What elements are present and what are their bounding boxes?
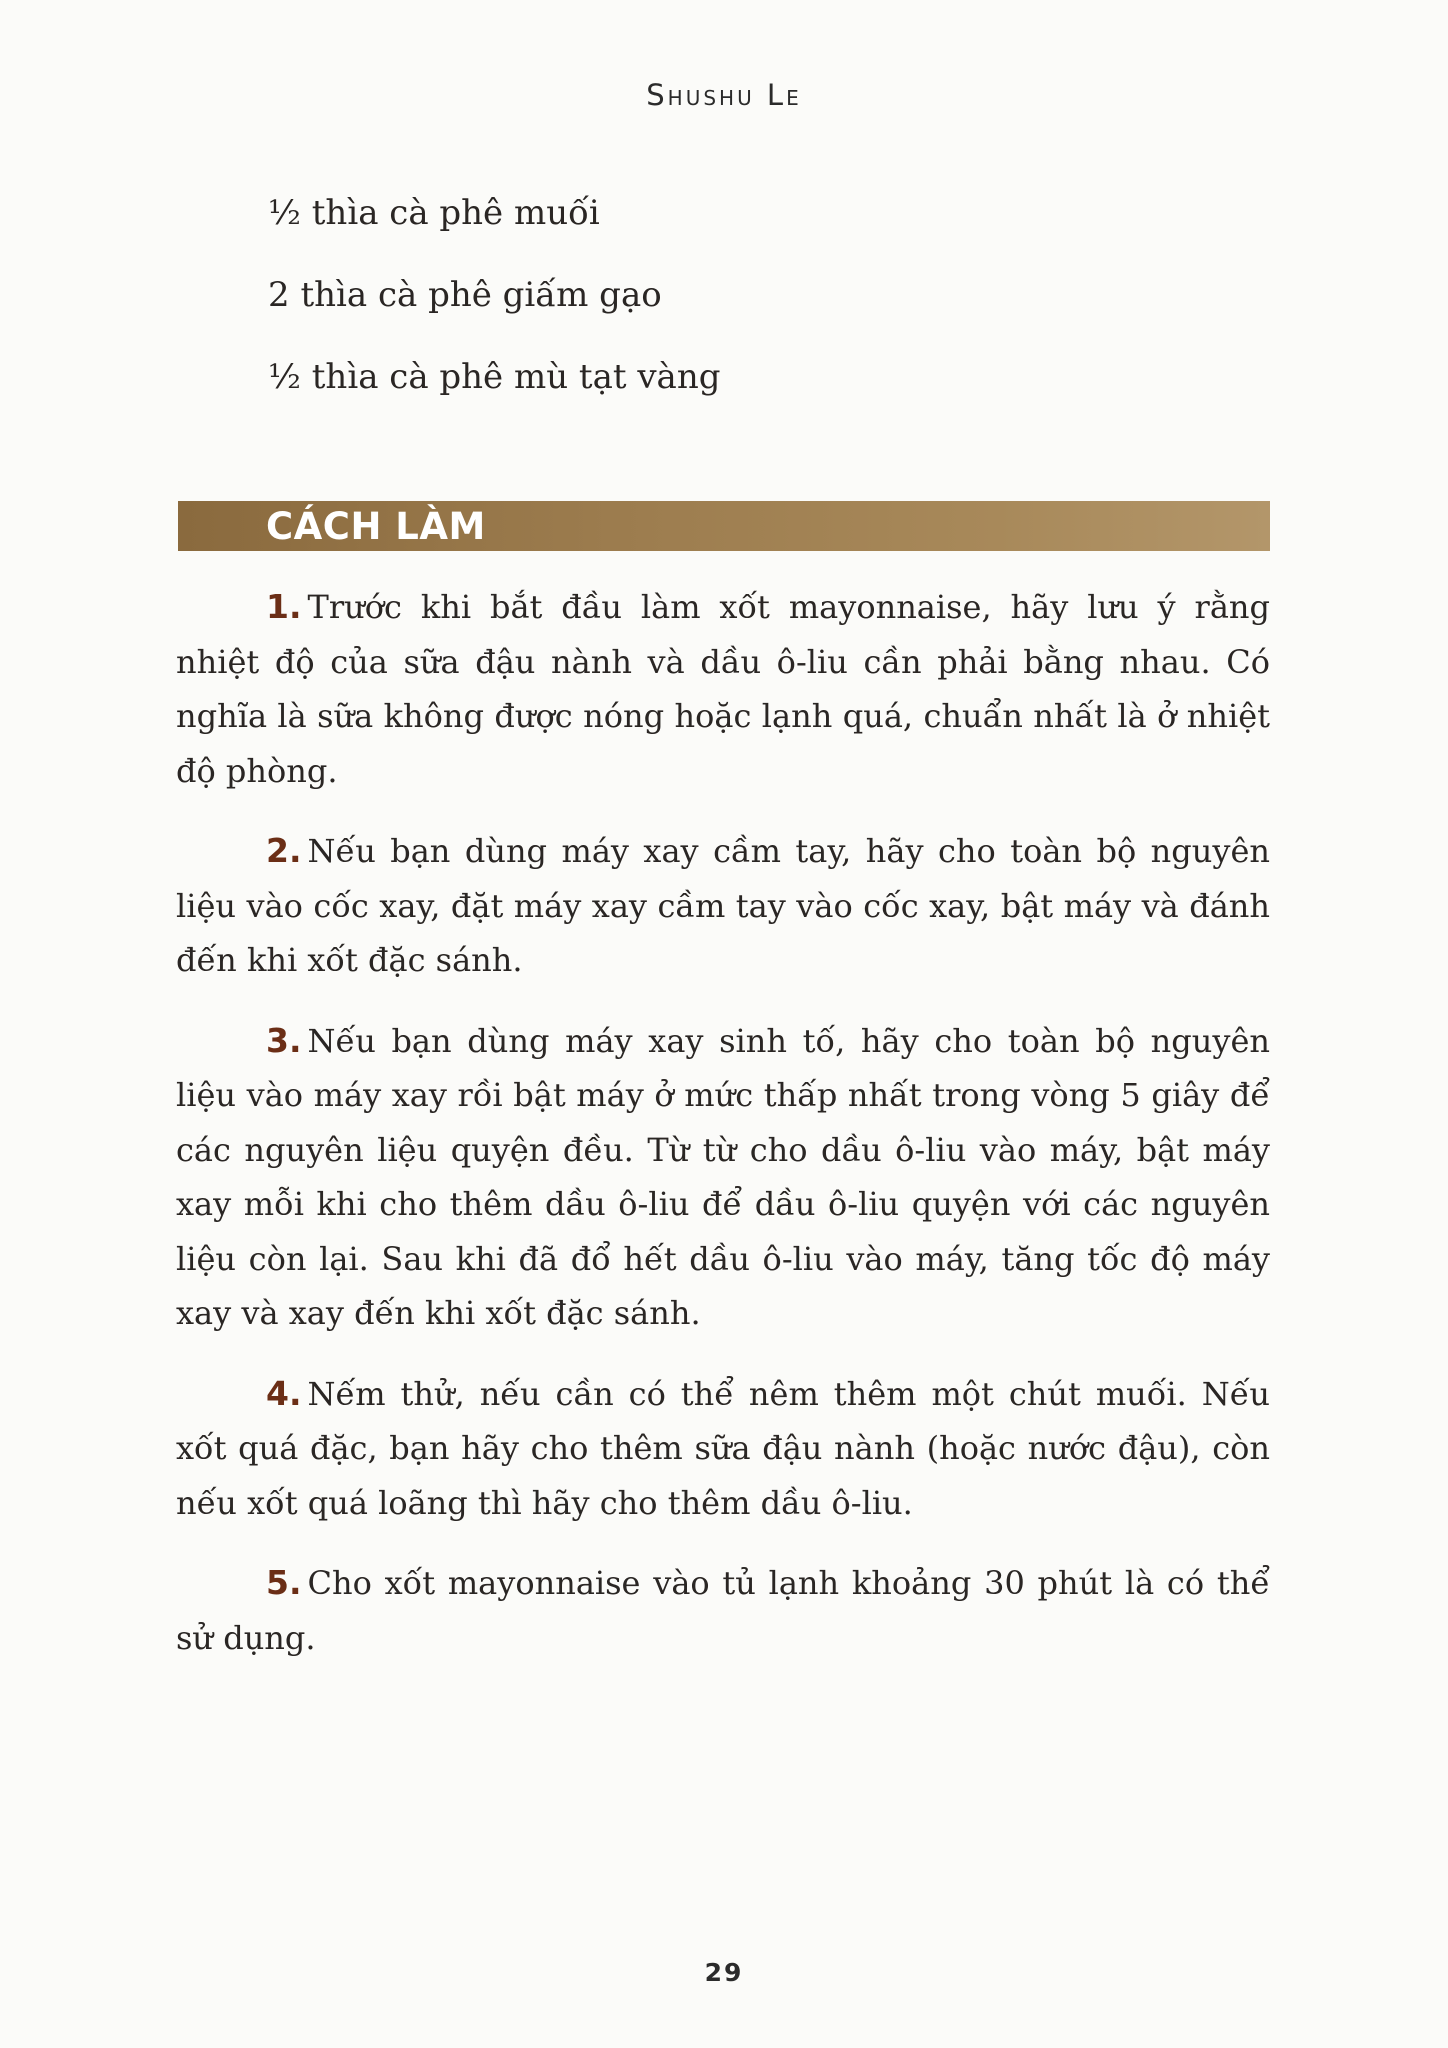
step-number: 2.	[266, 831, 302, 870]
step-text: Nếu bạn dùng máy xay sinh tố, hãy cho toàn bộ nguyên liệu vào máy xay rồi bật máy ở mức thấp nhất trong vòng 5 giây để các nguyên liệu quyện đều. Từ từ cho dầu ô-liu vào máy, bật máy xay mỗi khi cho thêm dầu ô-liu để dầu ô-liu quyện với các nguyên liệu còn lại. Sau khi đã đổ hết dầu ô-liu vào máy, tăng tốc độ máy xay và xay đến khi xốt đặc sánh.	[176, 1021, 1270, 1332]
step-paragraph	[176, 580, 1270, 798]
steps-list	[176, 580, 1270, 1691]
step-text: Cho xốt mayonnaise vào tủ lạnh khoảng 30 phút là có thể sử dụng.	[176, 1564, 1270, 1657]
step-text: Nếu bạn dùng máy xay cầm tay, hãy cho toàn bộ nguyên liệu vào cốc xay, đặt máy xay cầm tay vào cốc xay, bật máy và đánh đến khi xốt đặc sánh.	[176, 832, 1270, 979]
step-text: Nếm thử, nếu cần có thể nêm thêm một chút muối. Nếu xốt quá đặc, bạn hãy cho thêm sữa đậu nành (hoặc nước đậu), còn nếu xốt quá loãng thì hãy cho thêm dầu ô-liu.	[176, 1374, 1270, 1522]
section-heading-bar	[178, 501, 1270, 551]
section-title: CÁCH LÀM	[266, 505, 486, 548]
running-head: Shushu Le	[646, 78, 802, 112]
step-paragraph	[176, 1556, 1270, 1665]
ingredient-item: ½ thìa cà phê muối	[268, 193, 600, 233]
step-paragraph	[176, 1367, 1270, 1531]
ingredient-list	[268, 172, 1168, 418]
ingredient-item: 2 thìa cà phê giấm gạo	[268, 275, 662, 315]
step-text: Trước khi bắt đầu làm xốt mayonnaise, hãy lưu ý rằng nhiệt độ của sữa đậu nành và dầu ô-liu cần phải bằng nhau. Có nghĩa là sữa không được nóng hoặc lạnh quá, chuẩn nhất là ở nhiệt độ phòng.	[176, 588, 1270, 790]
step-paragraph	[176, 824, 1270, 988]
step-number: 4.	[266, 1373, 302, 1413]
page-number: 29	[704, 1958, 744, 1987]
step-number: 5.	[266, 1563, 302, 1602]
step-paragraph	[176, 1014, 1270, 1341]
step-number: 3.	[266, 1020, 302, 1060]
ingredient-item: ½ thìa cà phê mù tạt vàng	[268, 357, 721, 397]
step-number: 1.	[266, 587, 302, 626]
